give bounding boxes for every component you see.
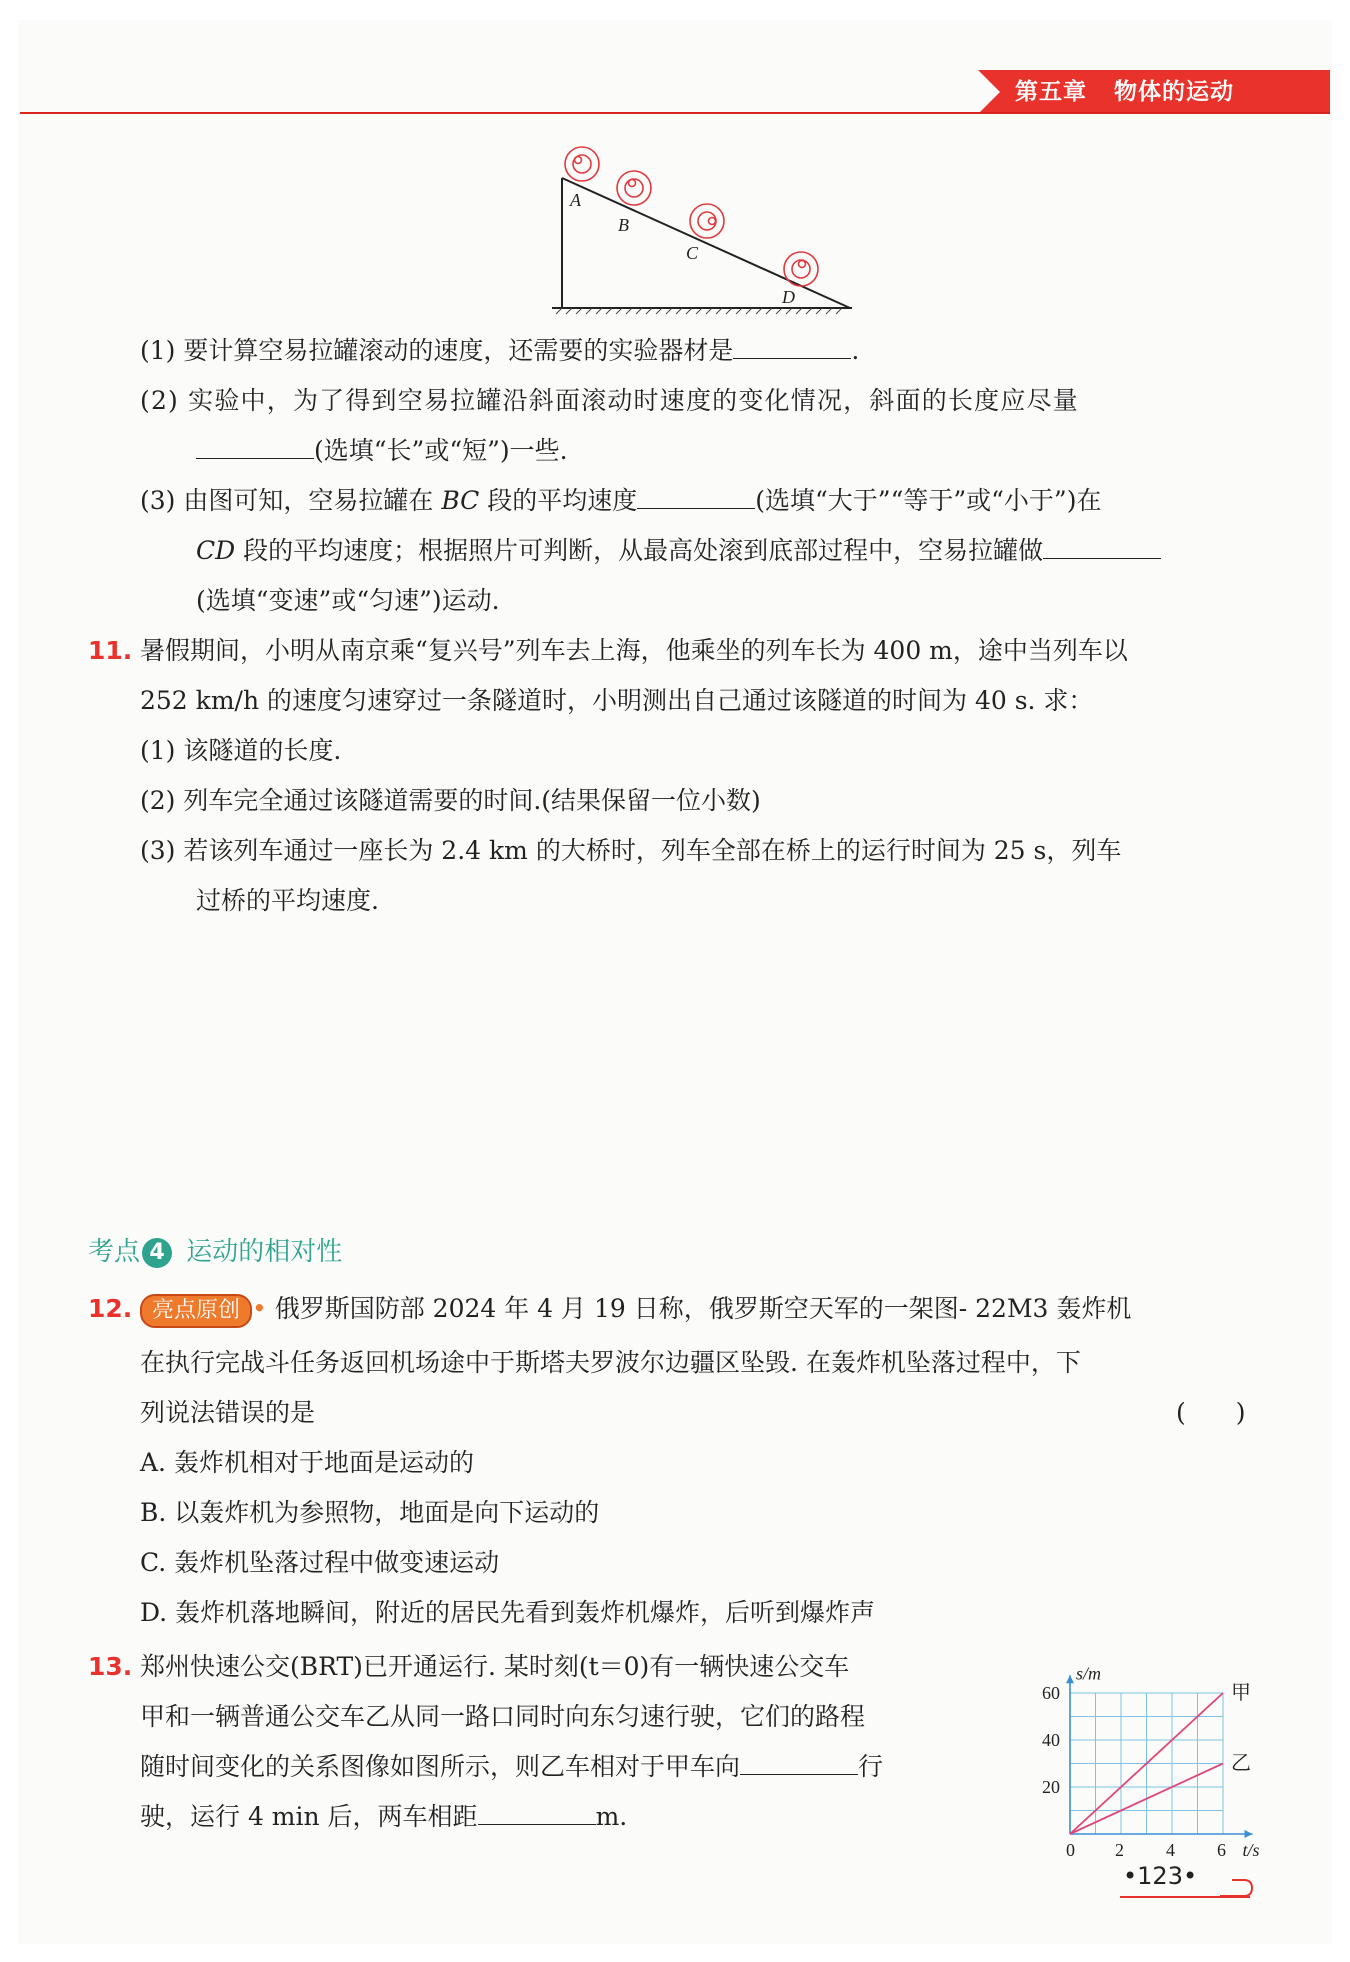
y-tick-label: 60 xyxy=(1042,1683,1060,1703)
series-label-jia: 甲 xyxy=(1231,1680,1251,1704)
q11-number: 11. xyxy=(88,636,133,665)
q10-part1: (1) 要计算空易拉罐滚动的速度，还需要的实验器材是 . xyxy=(140,336,860,365)
q12-answer-paren[interactable]: ( ) xyxy=(1176,1398,1246,1427)
q10-part3-line3: (选填“变速”或“匀速”)运动. xyxy=(196,586,500,615)
q11-line1: 暑假期间，小明从南京乘“复兴号”列车去上海，他乘坐的列车长为 400 m，途中当列车以 xyxy=(140,636,1128,665)
x-tick-label: 2 xyxy=(1115,1840,1124,1858)
q13-number: 13. xyxy=(88,1652,133,1681)
blank-equipment[interactable] xyxy=(733,334,851,359)
q11-line2: 252 km/h 的速度匀速穿过一条隧道时，小明测出自己通过该隧道的时间为 40 s. 求： xyxy=(140,686,1094,715)
incline-slope xyxy=(562,178,850,308)
q10-part2-line1: (2) 实验中，为了得到空易拉罐沿斜面滚动时速度的变化情况，斜面的长度应尽量 xyxy=(140,386,1079,415)
q11-part1: (1) 该隧道的长度. xyxy=(140,736,342,765)
q11-part2: (2) 列车完全通过该隧道需要的时间.(结果保留一位小数) xyxy=(140,786,761,815)
page-number: •123• xyxy=(1123,1862,1198,1890)
label-b: B xyxy=(618,215,629,235)
section-label: 考点 xyxy=(88,1237,141,1267)
q13-line3: 随时间变化的关系图像如图所示，则乙车相对于甲车向 行 xyxy=(140,1752,884,1781)
blank-distance[interactable] xyxy=(478,1800,596,1825)
original-highlight-badge: 亮点原创 xyxy=(140,1294,252,1328)
blank-length[interactable] xyxy=(196,434,314,459)
x-axis-arrow-icon xyxy=(1245,1830,1253,1838)
q12-option-c: C. 轰炸机坠落过程中做变速运动 xyxy=(140,1548,500,1577)
chapter-number: 第五章 xyxy=(1015,79,1087,105)
blank-motion-type[interactable] xyxy=(1043,534,1161,559)
blank-direction[interactable] xyxy=(740,1750,858,1775)
q13-line1: 郑州快速公交(BRT)已开通运行. 某时刻(t＝0)有一辆快速公交车 xyxy=(140,1652,850,1681)
series-label-yi: 乙 xyxy=(1231,1750,1251,1775)
can-position-d xyxy=(784,252,818,286)
incline-figure xyxy=(540,140,870,320)
q12-number: 12. xyxy=(88,1294,133,1323)
q10-part3-line2: CD 段的平均速度；根据照片可判断，从最高处滚到底部过程中，空易拉罐做 xyxy=(196,534,1161,568)
q11-part3-line1: (3) 若该列车通过一座长为 2.4 km 的大桥时，列车全部在桥上的运行时间为 25 s，列车 xyxy=(140,836,1122,865)
q13-line4: 驶，运行 4 min 后，两车相距 m. xyxy=(140,1802,628,1831)
section-number-badge: 4 xyxy=(142,1238,172,1268)
page-corner-curl-icon xyxy=(1218,1872,1258,1900)
q12-line1: 亮点原创 • 俄罗斯国防部 2024 年 4 月 19 日称，俄罗斯空天军的一架图- 22M3 轰炸机 xyxy=(140,1292,1131,1326)
q13-line2: 甲和一辆普通公交车乙从同一路口同时向东匀速行驶，它们的路程 xyxy=(140,1702,866,1731)
s-t-chart xyxy=(1028,1648,1278,1858)
section-title: 运动的相对性 xyxy=(186,1237,343,1267)
label-c: C xyxy=(686,243,699,263)
q12-line3: 列说法错误的是 xyxy=(140,1398,316,1427)
q12-option-a: A. 轰炸机相对于地面是运动的 xyxy=(140,1448,474,1477)
q12-option-d: D. 轰炸机落地瞬间，附近的居民先看到轰炸机爆炸，后听到爆炸声 xyxy=(140,1598,876,1627)
blank-compare-speed[interactable] xyxy=(637,484,755,509)
can-position-c xyxy=(690,204,724,238)
x-tick-label: 4 xyxy=(1166,1840,1175,1858)
x-tick-label: 0 xyxy=(1066,1840,1075,1858)
y-axis-label: s/m xyxy=(1076,1663,1102,1684)
chart-axes xyxy=(1066,1675,1253,1838)
x-axis-label: t/s xyxy=(1242,1840,1260,1858)
badge-dot: • xyxy=(252,1294,267,1323)
y-tick-label: 40 xyxy=(1042,1730,1060,1750)
label-d: D xyxy=(782,287,795,307)
label-a: A xyxy=(570,190,581,210)
chapter-title: 物体的运动 xyxy=(1114,79,1235,105)
y-axis-arrow-icon xyxy=(1066,1675,1074,1683)
q12-option-b: B. 以轰炸机为参照物，地面是向下运动的 xyxy=(140,1498,600,1527)
can-position-b xyxy=(617,171,651,205)
chapter-header-text xyxy=(1015,76,1234,108)
q11-part3-line2: 过桥的平均速度. xyxy=(196,886,379,915)
header-rule xyxy=(20,112,1330,114)
y-tick-label: 20 xyxy=(1042,1777,1060,1797)
section-heading xyxy=(88,1232,342,1272)
q12-line2: 在执行完战斗任务返回机场途中于斯塔夫罗波尔边疆区坠毁. 在轰炸机坠落过程中，下 xyxy=(140,1348,1081,1377)
q10-part2-line2: (选填“长”或“短”)一些. xyxy=(196,434,568,468)
x-tick-label: 6 xyxy=(1217,1840,1226,1858)
q10-part3-line1: (3) 由图可知，空易拉罐在 BC 段的平均速度 (选填“大于”“等于”或“小于”)在 xyxy=(140,486,1102,515)
can-position-a xyxy=(565,147,599,181)
